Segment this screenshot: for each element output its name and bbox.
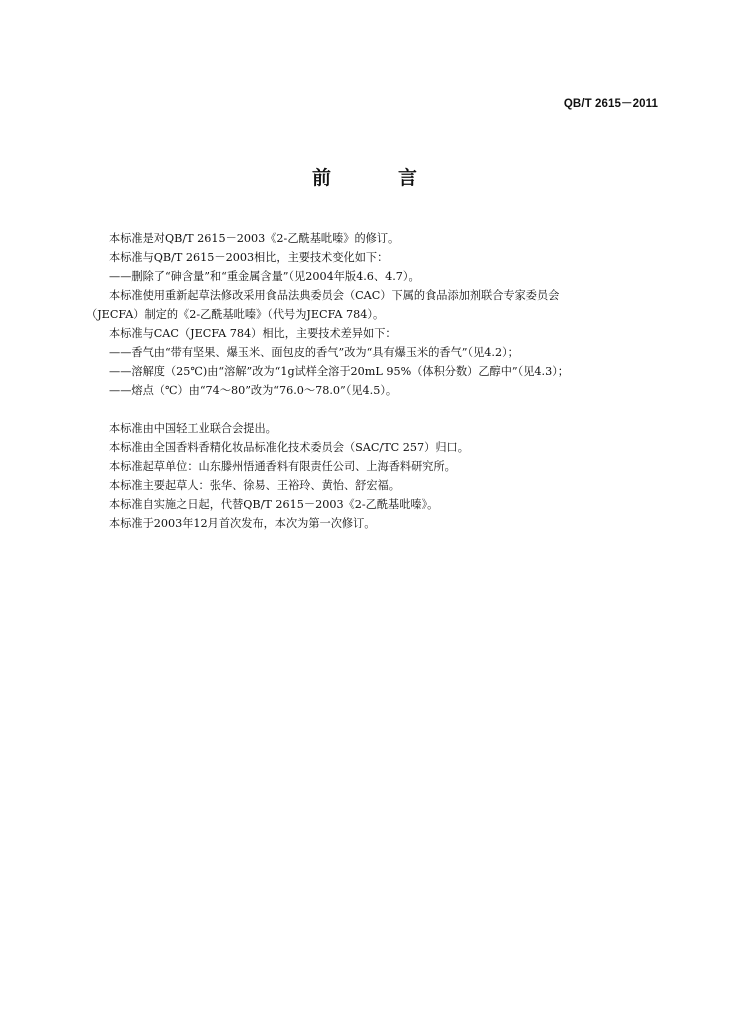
list-item-difference: ——香气由“带有坚果、爆玉米、面包皮的香气”改为“具有爆玉米的香气”（见4.2）； xyxy=(109,346,519,359)
foreword-body xyxy=(87,229,677,533)
spacer xyxy=(87,400,677,419)
paragraph-drafting-units: 本标准起草单位：山东滕州悟通香料有限责任公司、上海香料研究所。 xyxy=(109,460,456,473)
list-item-difference: ——熔点（℃）由“74～80”改为“76.0～78.0”（见4.5）。 xyxy=(109,384,398,397)
paragraph-drafters: 本标准主要起草人：张华、徐易、王裕玲、黄怡、舒宏福。 xyxy=(109,479,400,492)
paragraph-changes-intro: 本标准与QB/T 2615－2003相比，主要技术变化如下： xyxy=(109,251,389,264)
standard-code: QB/T 2615－2011 xyxy=(563,98,658,110)
paragraph-history: 本标准于2003年12月首次发布，本次为第一次修订。 xyxy=(109,517,376,530)
page-title: 前 言 xyxy=(311,167,441,189)
paragraph-adoption-cont: （JECFA）制定的《2-乙酰基吡嗪》（代号为JECFA 784）。 xyxy=(86,308,385,321)
paragraph-committee: 本标准由全国香料香精化妆品标准化技术委员会（SAC/TC 257）归口。 xyxy=(109,441,469,454)
paragraph-proposer: 本标准由中国轻工业联合会提出。 xyxy=(109,422,277,435)
list-item-difference: ——溶解度（25℃)由“溶解”改为“1g试样全溶于20mL 95%（体积分数）乙醇中”（见4.3）； xyxy=(109,365,569,378)
paragraph-revision: 本标准是对QB/T 2615－2003《2-乙酰基吡嗪》的修订。 xyxy=(109,232,400,245)
paragraph-differences-intro: 本标准与CAC（JECFA 784）相比，主要技术差异如下： xyxy=(109,327,397,340)
paragraph-replacement: 本标准自实施之日起，代替QB/T 2615－2003《2-乙酰基吡嗪》。 xyxy=(109,498,439,511)
list-item-change: ——删除了“砷含量”和“重金属含量”（见2004年版4.6、4.7）。 xyxy=(109,270,420,283)
paragraph-adoption: 本标准使用重新起草法修改采用食品法典委员会（CAC）下属的食品添加剂联合专家委员会 xyxy=(109,289,560,302)
